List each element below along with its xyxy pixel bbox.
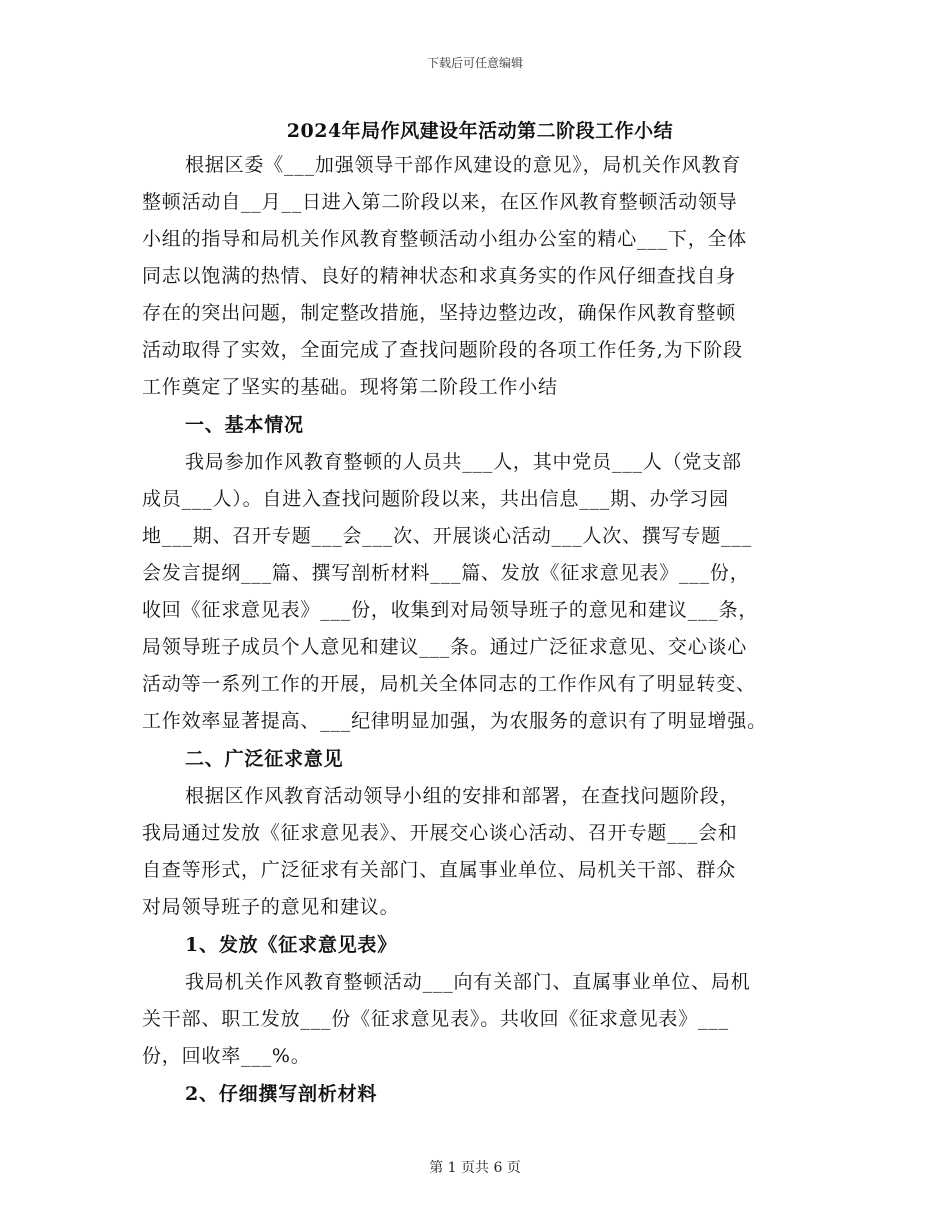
paragraph-line: 我局通过发放《征求意见表》、开展交心谈心活动、召开专题___会和 [142, 822, 738, 844]
paragraph-line: 工作效率显著提高、___纪律明显加强，为农服务的意识有了明显增强。 [142, 710, 767, 732]
paragraph-line: 根据区委《___加强领导干部作风建设的意见》，局机关作风教育 [185, 154, 742, 176]
paragraph-line: 活动等一系列工作的开展，局机关全体同志的工作作风有了明显转变、 [142, 673, 756, 695]
paragraph-line: 份，回收率___%。 [142, 1045, 311, 1067]
paragraph-line: 整顿活动自__月__日进入第二阶段以来，在区作风教育整顿活动领导 [142, 191, 738, 213]
page-footer: 第 1 页共 6 页 [429, 1160, 521, 1176]
document-title: 2024年局作风建设年活动第二阶段工作小结 [286, 120, 674, 142]
paragraph-line: 局领导班子成员个人意见和建议___条。通过广泛征求意见、交心谈心 [142, 636, 748, 658]
subsection-heading: 2、仔细撰写剖析材料 [185, 1083, 378, 1105]
paragraph-line: 成员___人）。自进入查找问题阶段以来，共出信息___期、办学习园 [142, 488, 729, 510]
section-heading: 一、基本情况 [185, 414, 304, 436]
paragraph-line: 我局机关作风教育整顿活动___向有关部门、直属事业单位、局机 [185, 971, 751, 993]
paragraph-line: 工作奠定了坚实的基础。现将第二阶段工作小结 [142, 376, 558, 398]
paragraph-line: 自查等形式，广泛征求有关部门、直属事业单位、局机关干部、群众 [142, 859, 737, 881]
paragraph-line: 活动取得了实效，全面完成了查找问题阶段的各项工作任务,为下阶段 [142, 339, 743, 361]
paragraph-line: 存在的突出问题，制定整改措施，坚持边整边改，确保作风教育整顿 [142, 302, 737, 324]
paragraph-line: 同志以饱满的热情、良好的精神状态和求真务实的作风仔细查找自身 [142, 265, 737, 287]
paragraph-line: 我局参加作风教育整顿的人员共___人，其中党员___人（党支部 [185, 451, 742, 473]
paragraph-line: 收回《征求意见表》___份，收集到对局领导班子的意见和建议___条， [142, 599, 759, 621]
paragraph-line: 小组的指导和局机关作风教育整顿活动小组办公室的精心___下，全体 [142, 228, 748, 250]
subsection-heading: 1、发放《征求意见表》 [185, 934, 398, 956]
section-heading: 二、广泛征求意见 [185, 748, 344, 770]
page-header: 下载后可任意编辑 [426, 56, 523, 70]
paragraph-line: 对局领导班子的意见和建议。 [142, 896, 400, 918]
paragraph-line: 会发言提纲___篇、撰写剖析材料___篇、发放《征求意见表》___份， [142, 562, 750, 584]
paragraph-line: 根据区作风教育活动领导小组的安排和部署，在查找问题阶段， [185, 785, 740, 807]
paragraph-line: 关干部、职工发放___份《征求意见表》。共收回《征求意见表》___ [142, 1008, 729, 1030]
paragraph-line: 地___期、召开专题___会___次、开展谈心活动___人次、撰写专题___ [142, 525, 752, 547]
